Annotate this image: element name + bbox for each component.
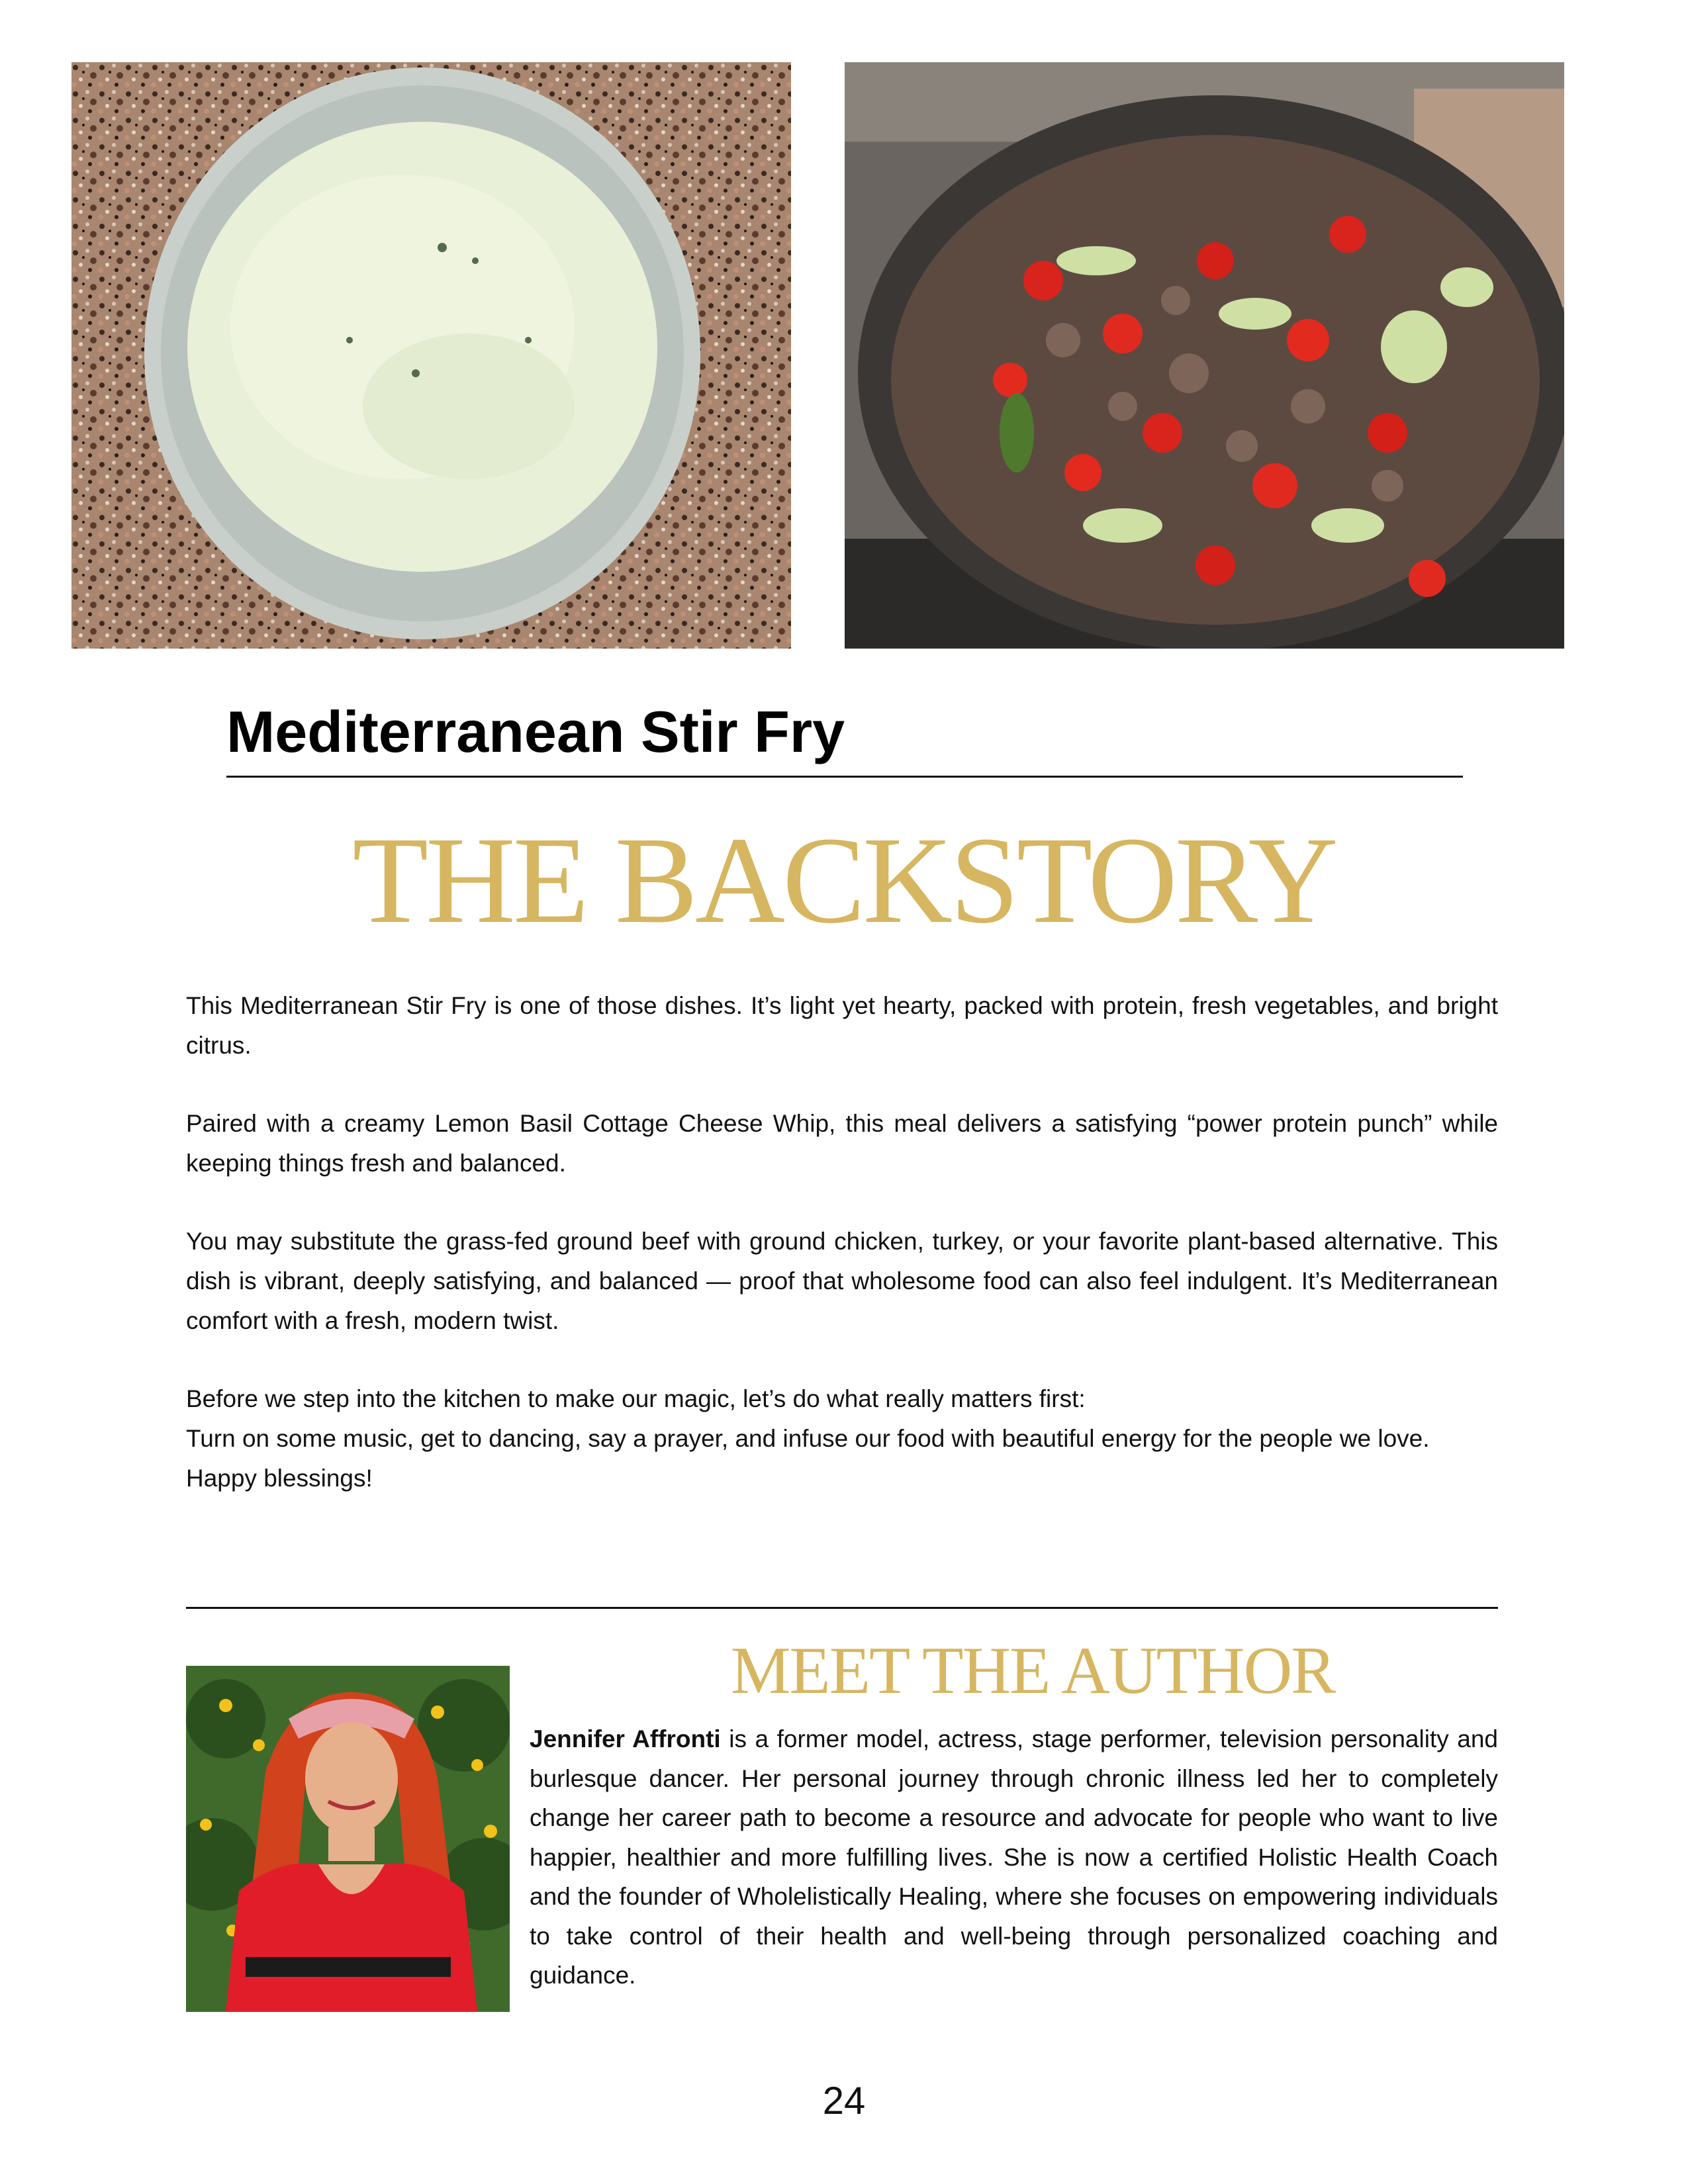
backstory-heading: THE BACKSTORY — [352, 811, 1336, 949]
dip-photo — [71, 62, 791, 649]
author-photo — [186, 1666, 510, 2012]
closing-line-2: Turn on some music, get to dancing, say a prayer, and infuse our food with beautiful energy for the people we love. — [186, 1425, 1430, 1452]
recipe-title: Mediterranean Stir Fry — [226, 699, 845, 764]
backstory-closing — [186, 1379, 1498, 1498]
author-bio-text: is a former model, actress, stage performer, television personality and burlesque dancer. Her personal journey through chronic illness led her to completely change her career path to become a resource and advocate for people who want to live happier, healthier and more fulfilling lives. She is now a certified Holistic Health Coach and the founder of Wholelistically Healing, where she focuses on empowering individuals to take control of their health and well-being through personalized coaching and guidance. — [530, 1725, 1498, 1989]
page-number: 24 — [822, 2079, 866, 2122]
backstory-paragraph-2: Paired with a creamy Lemon Basil Cottage Cheese Whip, this meal delivers a satisfying “power protein punch” while keeping things fresh and balanced. — [186, 1110, 1498, 1177]
closing-line-1: Before we step into the kitchen to make our magic, let’s do what really matters first: — [186, 1385, 1086, 1412]
section-divider — [186, 1607, 1498, 1609]
backstory-paragraph-3: You may substitute the grass-fed ground beef with ground chicken, turkey, or your favorite plant-based alternative. This dish is vibrant, deeply satisfying, and balanced — proof that wholesome food can also feel indulgent. It’s Mediterranean comfort with a fresh, modern twist. — [186, 1228, 1498, 1334]
title-underline — [226, 776, 1463, 778]
author-name: Jennifer Affronti — [530, 1725, 721, 1752]
author-heading: MEET THE AUTHOR — [730, 1633, 1335, 1708]
author-photo-image — [186, 1666, 510, 2012]
stir-fry-photo-image — [845, 62, 1564, 649]
backstory-paragraph-1: This Mediterranean Stir Fry is one of those dishes. It’s light yet hearty, packed with protein, fresh vegetables, and bright citrus. — [186, 992, 1498, 1059]
closing-line-3: Happy blessings! — [186, 1465, 373, 1492]
stir-fry-photo — [845, 62, 1564, 649]
author-bio — [530, 1719, 1498, 1995]
dip-photo-image — [71, 62, 791, 649]
